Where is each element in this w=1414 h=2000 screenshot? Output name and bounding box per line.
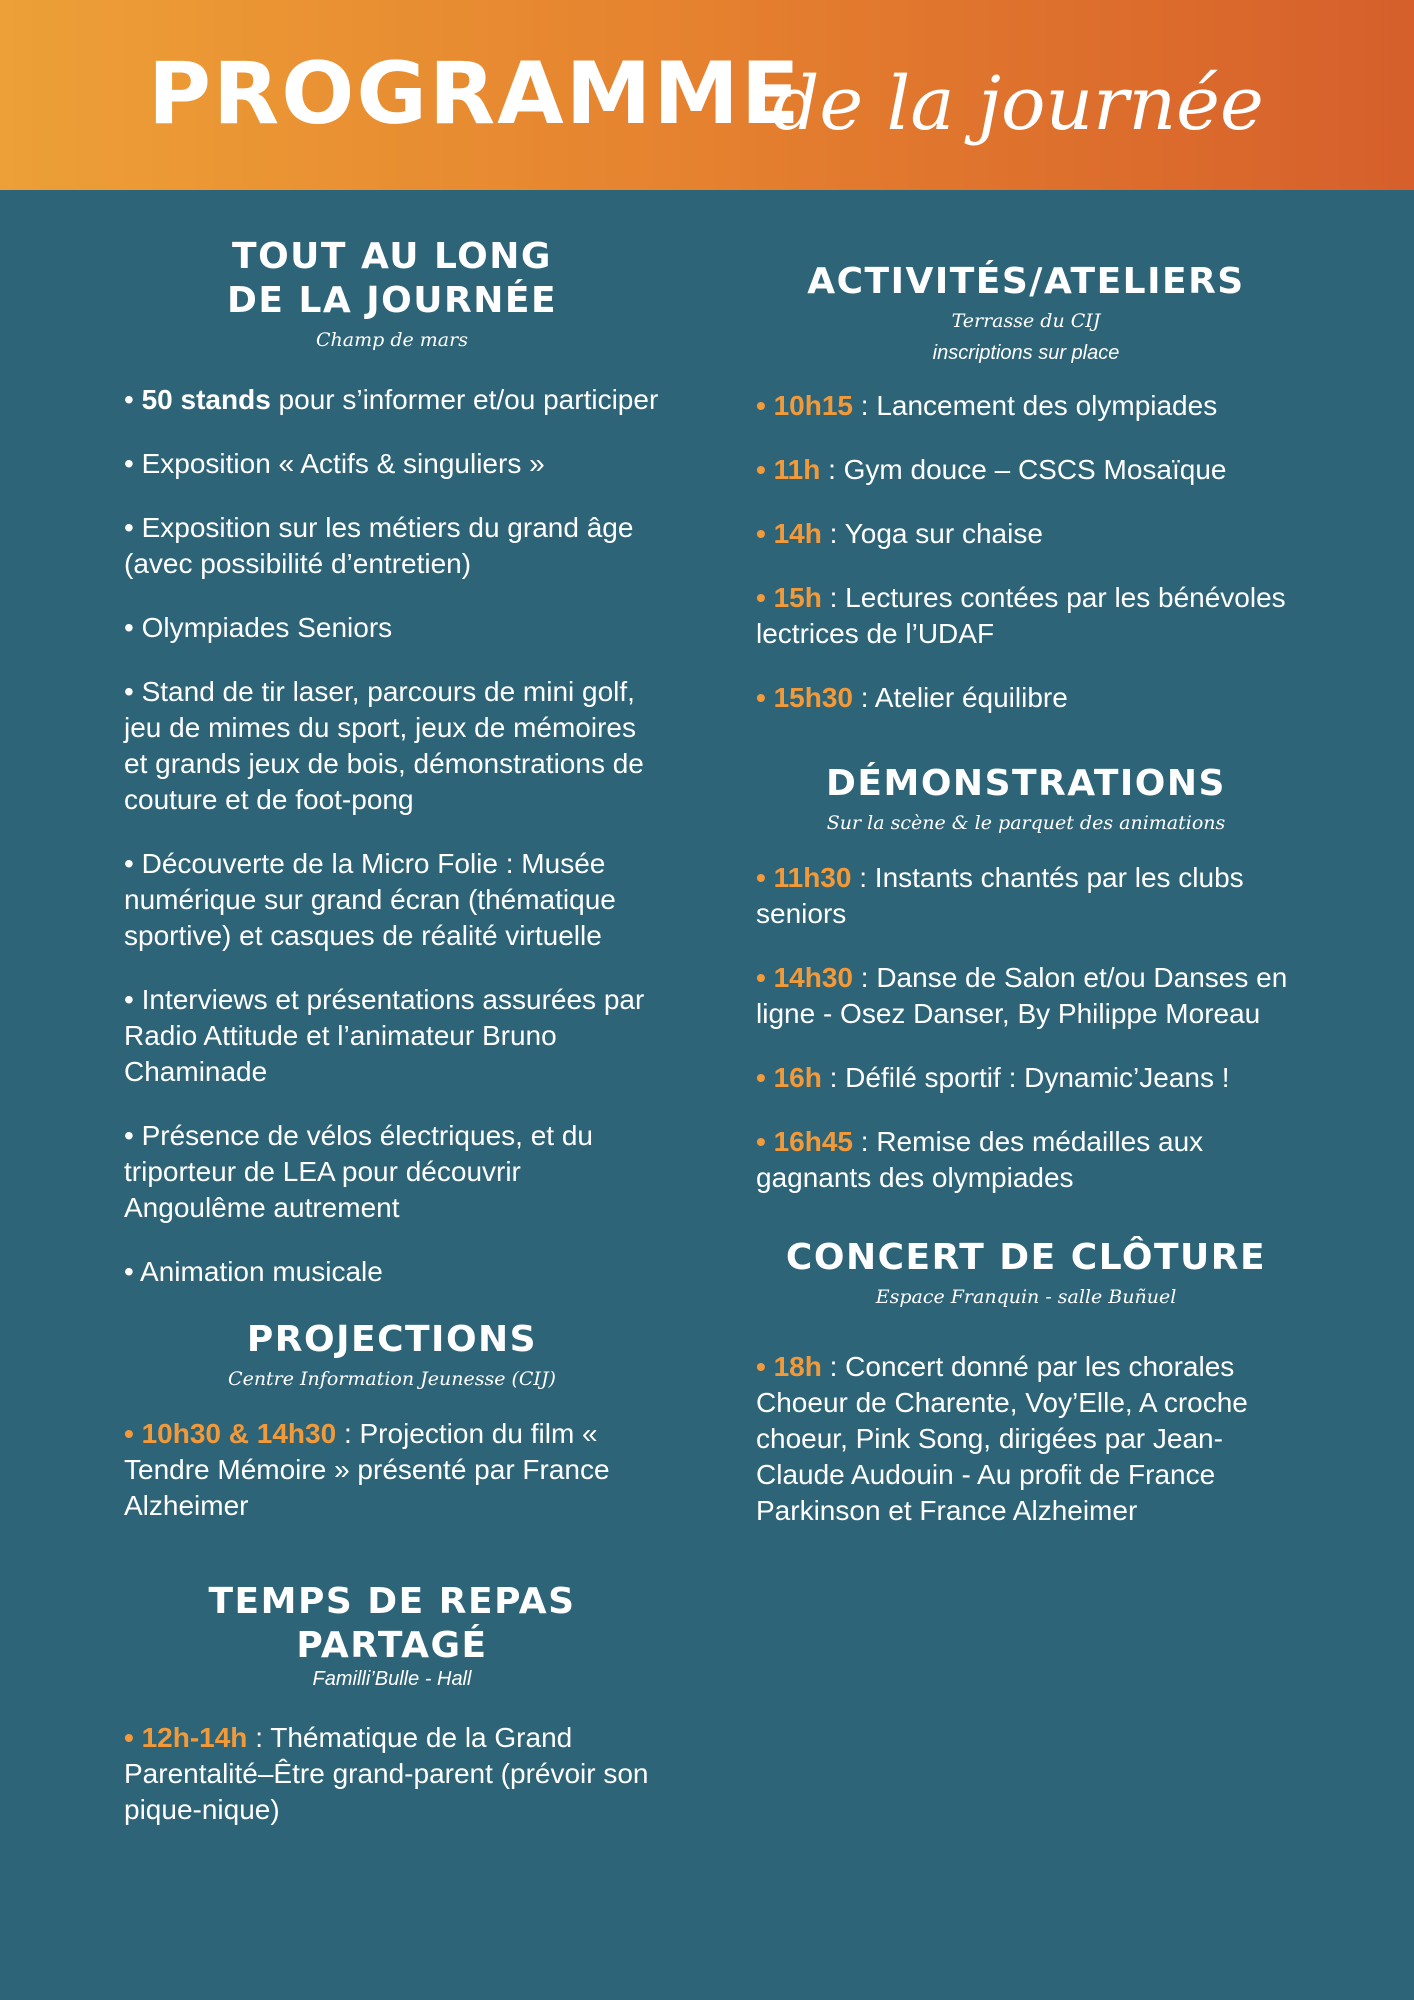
item-time: 16h45 bbox=[773, 1126, 853, 1157]
item-text: : Projection du film « Tendre Mémoire » présenté par France Alzheimer bbox=[124, 1418, 610, 1521]
section-subtitle: Espace Franquin - salle Buñuel bbox=[875, 1286, 1177, 1308]
list-item bbox=[756, 860, 1296, 932]
list-item bbox=[124, 1118, 660, 1226]
header-banner bbox=[0, 0, 1414, 190]
section-subtitle: Centre Information Jeunesse (CIJ) bbox=[228, 1368, 556, 1390]
item-text: : Remise des médailles aux gagnants des olympiades bbox=[756, 1126, 1204, 1193]
section-journee bbox=[124, 235, 660, 1290]
list-item bbox=[756, 388, 1296, 424]
item-text: : Danse de Salon et/ou Danses en ligne - Osez Danser, By Philippe Moreau bbox=[756, 962, 1288, 1029]
section-title: PROJECTIONS bbox=[246, 1319, 538, 1360]
item-text: : Concert donné par les chorales Choeur de Charente, Voy’Elle, A croche choeur, Pink Song, dirigées par Jean-Claude Audouin - Au profit de France Parkinson et France Alzheimer bbox=[756, 1351, 1248, 1526]
list-item bbox=[756, 516, 1296, 552]
list-item bbox=[756, 1060, 1296, 1096]
item-time: 10h15 bbox=[773, 390, 853, 421]
list-item bbox=[756, 1349, 1296, 1529]
list-item bbox=[124, 674, 660, 818]
item-text: : Lancement des olympiades bbox=[853, 390, 1218, 421]
bullet-icon: • bbox=[124, 1120, 142, 1151]
item-text: : Gym douce – CSCS Mosaïque bbox=[820, 454, 1227, 485]
bullet-icon: • bbox=[756, 518, 774, 549]
item-time: 18h bbox=[773, 1351, 822, 1382]
item-text: Animation musicale bbox=[140, 1256, 383, 1287]
section-ateliers bbox=[756, 260, 1296, 716]
item-text: Stand de tir laser, parcours de mini golf, jeu de mimes du sport, jeux de mémoires et grands jeux de bois, démonstrations de couture et de foot-pong bbox=[124, 676, 644, 815]
section-repas bbox=[124, 1580, 660, 1828]
section-projections bbox=[124, 1318, 660, 1524]
bullet-icon: • bbox=[756, 1062, 774, 1093]
page-title-sub: de la journée bbox=[772, 61, 1264, 147]
concert-list bbox=[756, 1349, 1296, 1529]
bullet-icon: • bbox=[124, 1256, 141, 1287]
bullet-icon: • bbox=[756, 682, 774, 713]
item-text: : Instants chantés par les clubs seniors bbox=[756, 862, 1244, 929]
section-title-line1: TOUT AU LONG bbox=[232, 236, 552, 277]
list-item bbox=[756, 1124, 1296, 1196]
projections-list bbox=[124, 1416, 660, 1524]
section-subtitle: Terrasse du CIJ bbox=[951, 310, 1101, 332]
bullet-icon: • bbox=[124, 848, 142, 879]
ateliers-list bbox=[756, 388, 1296, 716]
page-title: PROGRAMME bbox=[148, 44, 802, 144]
bullet-icon: • bbox=[124, 612, 142, 643]
item-text: : Lectures contées par les bénévoles lectrices de l’UDAF bbox=[756, 582, 1286, 649]
item-time: 12h-14h bbox=[141, 1722, 248, 1753]
section-title: CONCERT DE CLÔTURE bbox=[785, 1237, 1267, 1278]
item-text: Exposition « Actifs & singuliers » bbox=[141, 448, 545, 479]
item-text: Découverte de la Micro Folie : Musée numérique sur grand écran (thématique sportive) et casques de réalité virtuelle bbox=[124, 848, 616, 951]
item-text: Exposition sur les métiers du grand âge (avec possibilité d’entretien) bbox=[124, 512, 634, 579]
item-text: Interviews et présentations assurées par Radio Attitude et l’animateur Bruno Chaminade bbox=[124, 984, 645, 1087]
left-column bbox=[124, 190, 660, 1828]
item-time: 14h bbox=[773, 518, 822, 549]
section-title bbox=[124, 235, 660, 323]
bullet-icon: • bbox=[756, 454, 774, 485]
list-item bbox=[756, 960, 1296, 1032]
list-item bbox=[124, 446, 660, 482]
item-text: pour s’informer et/ou participer bbox=[270, 384, 659, 415]
list-item bbox=[124, 382, 660, 418]
item-time: 16h bbox=[773, 1062, 822, 1093]
list-item bbox=[124, 610, 660, 646]
item-text: : Thématique de la Grand Parentalité–Être grand-parent (prévoir son pique-nique) bbox=[124, 1722, 649, 1825]
list-item bbox=[124, 510, 660, 582]
list-item bbox=[124, 1720, 660, 1828]
list-item bbox=[756, 452, 1296, 488]
bullet-icon: • bbox=[124, 676, 142, 707]
item-text: : Défilé sportif : Dynamic’Jeans ! bbox=[821, 1062, 1230, 1093]
bullet-icon: • bbox=[756, 962, 774, 993]
bullet-icon: • bbox=[756, 862, 774, 893]
list-item bbox=[756, 680, 1296, 716]
section-subtitle: Sur la scène & le parquet des animations bbox=[826, 812, 1226, 834]
item-text: : Yoga sur chaise bbox=[821, 518, 1043, 549]
journee-list bbox=[124, 382, 660, 1290]
section-title: DÉMONSTRATIONS bbox=[826, 763, 1226, 804]
bullet-icon: • bbox=[124, 512, 142, 543]
right-column bbox=[756, 190, 1296, 1529]
bullet-icon: • bbox=[124, 384, 142, 415]
bullet-icon: • bbox=[124, 984, 142, 1015]
section-concert bbox=[756, 1236, 1296, 1529]
item-text: Présence de vélos électriques, et du triporteur de LEA pour découvrir Angoulême autrement bbox=[124, 1120, 593, 1223]
item-emphasis: 50 stands bbox=[141, 384, 271, 415]
demonstrations-list bbox=[756, 860, 1296, 1196]
item-text: : Atelier équilibre bbox=[853, 682, 1068, 713]
list-item bbox=[124, 846, 660, 954]
bullet-icon: • bbox=[124, 1722, 142, 1753]
item-time: 15h30 bbox=[773, 682, 853, 713]
bullet-icon: • bbox=[124, 1418, 142, 1449]
section-subtitle: Familli’Bulle - Hall bbox=[312, 1668, 472, 1690]
repas-list bbox=[124, 1720, 660, 1828]
bullet-icon: • bbox=[756, 582, 774, 613]
item-text: Olympiades Seniors bbox=[141, 612, 393, 643]
section-title: TEMPS DE REPAS PARTAGÉ bbox=[208, 1581, 576, 1666]
bullet-icon: • bbox=[756, 390, 774, 421]
list-item bbox=[124, 1254, 660, 1290]
section-demonstrations bbox=[756, 762, 1296, 1196]
bullet-icon: • bbox=[756, 1126, 774, 1157]
item-time: 11h bbox=[773, 454, 821, 485]
section-title: ACTIVITÉS/ATELIERS bbox=[807, 261, 1245, 302]
section-subtitle: Champ de mars bbox=[316, 329, 468, 351]
item-time: 14h30 bbox=[773, 962, 853, 993]
list-item bbox=[124, 1416, 660, 1524]
bullet-icon: • bbox=[124, 448, 142, 479]
list-item bbox=[124, 982, 660, 1090]
section-subtitle-2: inscriptions sur place bbox=[932, 342, 1120, 364]
list-item bbox=[756, 580, 1296, 652]
item-time: 11h30 bbox=[773, 862, 852, 893]
item-time: 10h30 & 14h30 bbox=[141, 1418, 337, 1449]
item-time: 15h bbox=[773, 582, 822, 613]
bullet-icon: • bbox=[756, 1351, 774, 1382]
section-title-line2: DE LA JOURNÉE bbox=[226, 280, 558, 321]
